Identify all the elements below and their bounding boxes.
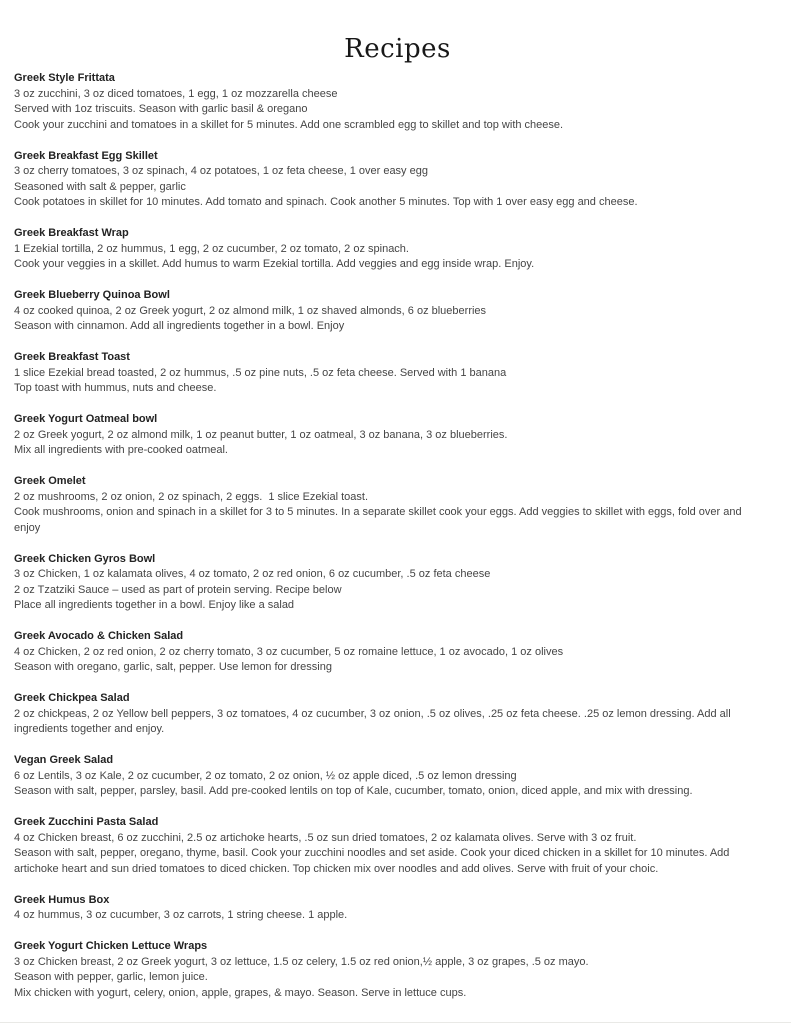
recipe-title: Greek Breakfast Wrap [14, 227, 129, 239]
recipe-title: Greek Style Frittata [14, 72, 115, 84]
recipe-title: Greek Omelet [14, 475, 86, 487]
recipe-line: 4 oz Chicken, 2 oz red onion, 2 oz cherry tomato, 3 oz cucumber, 5 oz romaine lettuce, 1 oz avocado, 1 oz olives [14, 645, 564, 658]
document-title: Recipes [344, 34, 451, 64]
recipe-line: 2 oz chickpeas, 2 oz Yellow bell peppers, 3 oz tomatoes, 4 oz cucumber, 3 oz onion, .5 oz olives, .25 oz feta cheese. .25 oz lemon dressing. Add all [14, 707, 731, 720]
recipe-section [14, 226, 781, 273]
recipe-title: Greek Humus Box [14, 893, 110, 906]
recipe-line: Top toast with hummus, nuts and cheese. [14, 382, 217, 394]
recipe-line: Season with salt, pepper, parsley, basil. Add pre-cooked lentils on top of Kale, cucumber, tomato, onion, diced apple, and mix with dressing. [14, 785, 693, 797]
recipe-line: 3 oz Chicken breast, 2 oz Greek yogurt, 3 oz lettuce, 1.5 oz celery, 1.5 oz red onion,½ apple, 3 oz grapes, .5 oz mayo. [14, 955, 589, 968]
recipe-section [14, 753, 781, 800]
recipe-section [14, 691, 781, 738]
recipe-line: Cook mushrooms, onion and spinach in a skillet for 3 to 5 minutes. In a separate skillet cook your eggs. Add veggies to skillet with eggs, fold over and [14, 506, 742, 518]
recipe-section [14, 474, 781, 536]
recipe-section [14, 412, 781, 459]
recipe-line: 4 oz Chicken breast, 6 oz zucchini, 2.5 oz artichoke hearts, .5 oz sun dried tomatoes, 2 oz kalamata olives. Serve with 3 oz fruit. [14, 831, 637, 844]
recipe-line: 3 oz cherry tomatoes, 3 oz spinach, 4 oz potatoes, 1 oz feta cheese, 1 over easy egg [14, 165, 428, 177]
recipe-line: Season with pepper, garlic, lemon juice. [14, 971, 208, 983]
recipe-line: 3 oz zucchini, 3 oz diced tomatoes, 1 egg, 1 oz mozzarella cheese [14, 87, 338, 100]
recipe-title: Greek Yogurt Chicken Lettuce Wraps [14, 940, 208, 952]
recipe-line: Place all ingredients together in a bowl. Enjoy like a salad [14, 599, 295, 611]
recipe-title: Greek Breakfast Toast [14, 351, 130, 363]
recipe-line: 2 oz mushrooms, 2 oz onion, 2 oz spinach, 2 eggs. 1 slice Ezekial toast. [14, 490, 369, 503]
recipe-line: 1 slice Ezekial bread toasted, 2 oz hummus, .5 oz pine nuts, .5 oz feta cheese. Served with 1 banana [14, 366, 507, 379]
recipe-section [14, 350, 781, 397]
recipe-section [14, 288, 781, 335]
recipe-line: artichoke heart and sun dried tomatoes to diced chicken. Top chicken mix over noodles and add olives. Serve with fruit of your choic. [14, 862, 659, 875]
recipe-section [14, 71, 781, 133]
recipe-line: Seasoned with salt & pepper, garlic [14, 180, 186, 193]
recipe-section [14, 939, 781, 1001]
recipe-list [14, 71, 781, 1001]
recipe-line: 2 oz Tzatziki Sauce – used as part of protein serving. Recipe below [14, 583, 342, 596]
page-bottom-divider [0, 1022, 791, 1023]
recipe-line: Cook your veggies in a skillet. Add humus to warm Ezekial tortilla. Add veggies and egg inside wrap. Enjoy. [14, 258, 535, 270]
recipe-title: Greek Breakfast Egg Skillet [14, 149, 158, 162]
recipe-line: Mix all ingredients with pre-cooked oatmeal. [14, 444, 228, 456]
recipe-section [14, 552, 781, 614]
recipe-line: 6 oz Lentils, 3 oz Kale, 2 oz cucumber, 2 oz tomato, 2 oz onion, ½ oz apple diced, .5 oz lemon dressing [14, 769, 517, 782]
recipe-line: 1 Ezekial tortilla, 2 oz hummus, 1 egg, 2 oz cucumber, 2 oz tomato, 2 oz spinach. [14, 242, 409, 255]
recipe-title: Greek Zucchini Pasta Salad [14, 816, 159, 828]
recipe-line: Served with 1oz triscuits. Season with garlic basil & oregano [14, 103, 308, 115]
recipe-line: 4 oz hummus, 3 oz cucumber, 3 oz carrots, 1 string cheese. 1 apple. [14, 909, 348, 921]
recipe-line: Cook your zucchini and tomatoes in a skillet for 5 minutes. Add one scrambled egg to skillet and top with cheese. [14, 118, 564, 131]
recipe-line: 3 oz Chicken, 1 oz kalamata olives, 4 oz tomato, 2 oz red onion, 6 oz cucumber, .5 oz feta cheese [14, 568, 491, 580]
recipe-section [14, 815, 781, 877]
recipe-section [14, 149, 781, 211]
recipe-title: Greek Chicken Gyros Bowl [14, 552, 156, 565]
recipe-line: ingredients together and enjoy. [14, 723, 165, 735]
recipe-title: Greek Yogurt Oatmeal bowl [14, 413, 158, 425]
recipe-line: Season with cinnamon. Add all ingredients together in a bowl. Enjoy [14, 320, 345, 332]
recipe-line: 4 oz cooked quinoa, 2 oz Greek yogurt, 2 oz almond milk, 1 oz shaved almonds, 6 oz blueberries [14, 304, 487, 317]
recipe-title: Greek Blueberry Quinoa Bowl [14, 289, 170, 301]
recipe-title: Vegan Greek Salad [14, 754, 114, 766]
recipe-line: Season with salt, pepper, oregano, thyme, basil. Cook your zucchini noodles and set aside. Cook your diced chicken in a skillet for 10 minutes. Add [14, 847, 730, 859]
recipe-line: 2 oz Greek yogurt, 2 oz almond milk, 1 oz peanut butter, 1 oz oatmeal, 3 oz banana, 3 oz blueberries. [14, 428, 508, 441]
recipe-line: Season with oregano, garlic, salt, pepper. Use lemon for dressing [14, 661, 332, 673]
recipe-title: Greek Avocado & Chicken Salad [14, 630, 184, 642]
recipe-section [14, 629, 781, 676]
recipe-line: Cook potatoes in skillet for 10 minutes. Add tomato and spinach. Cook another 5 minutes. Top with 1 over easy egg and cheese. [14, 196, 638, 208]
recipe-section [14, 893, 781, 924]
recipe-title: Greek Chickpea Salad [14, 692, 130, 704]
recipe-line: Mix chicken with yogurt, celery, onion, apple, grapes, & mayo. Season. Serve in lettuce cups. [14, 986, 467, 999]
recipe-line: enjoy [14, 521, 41, 534]
